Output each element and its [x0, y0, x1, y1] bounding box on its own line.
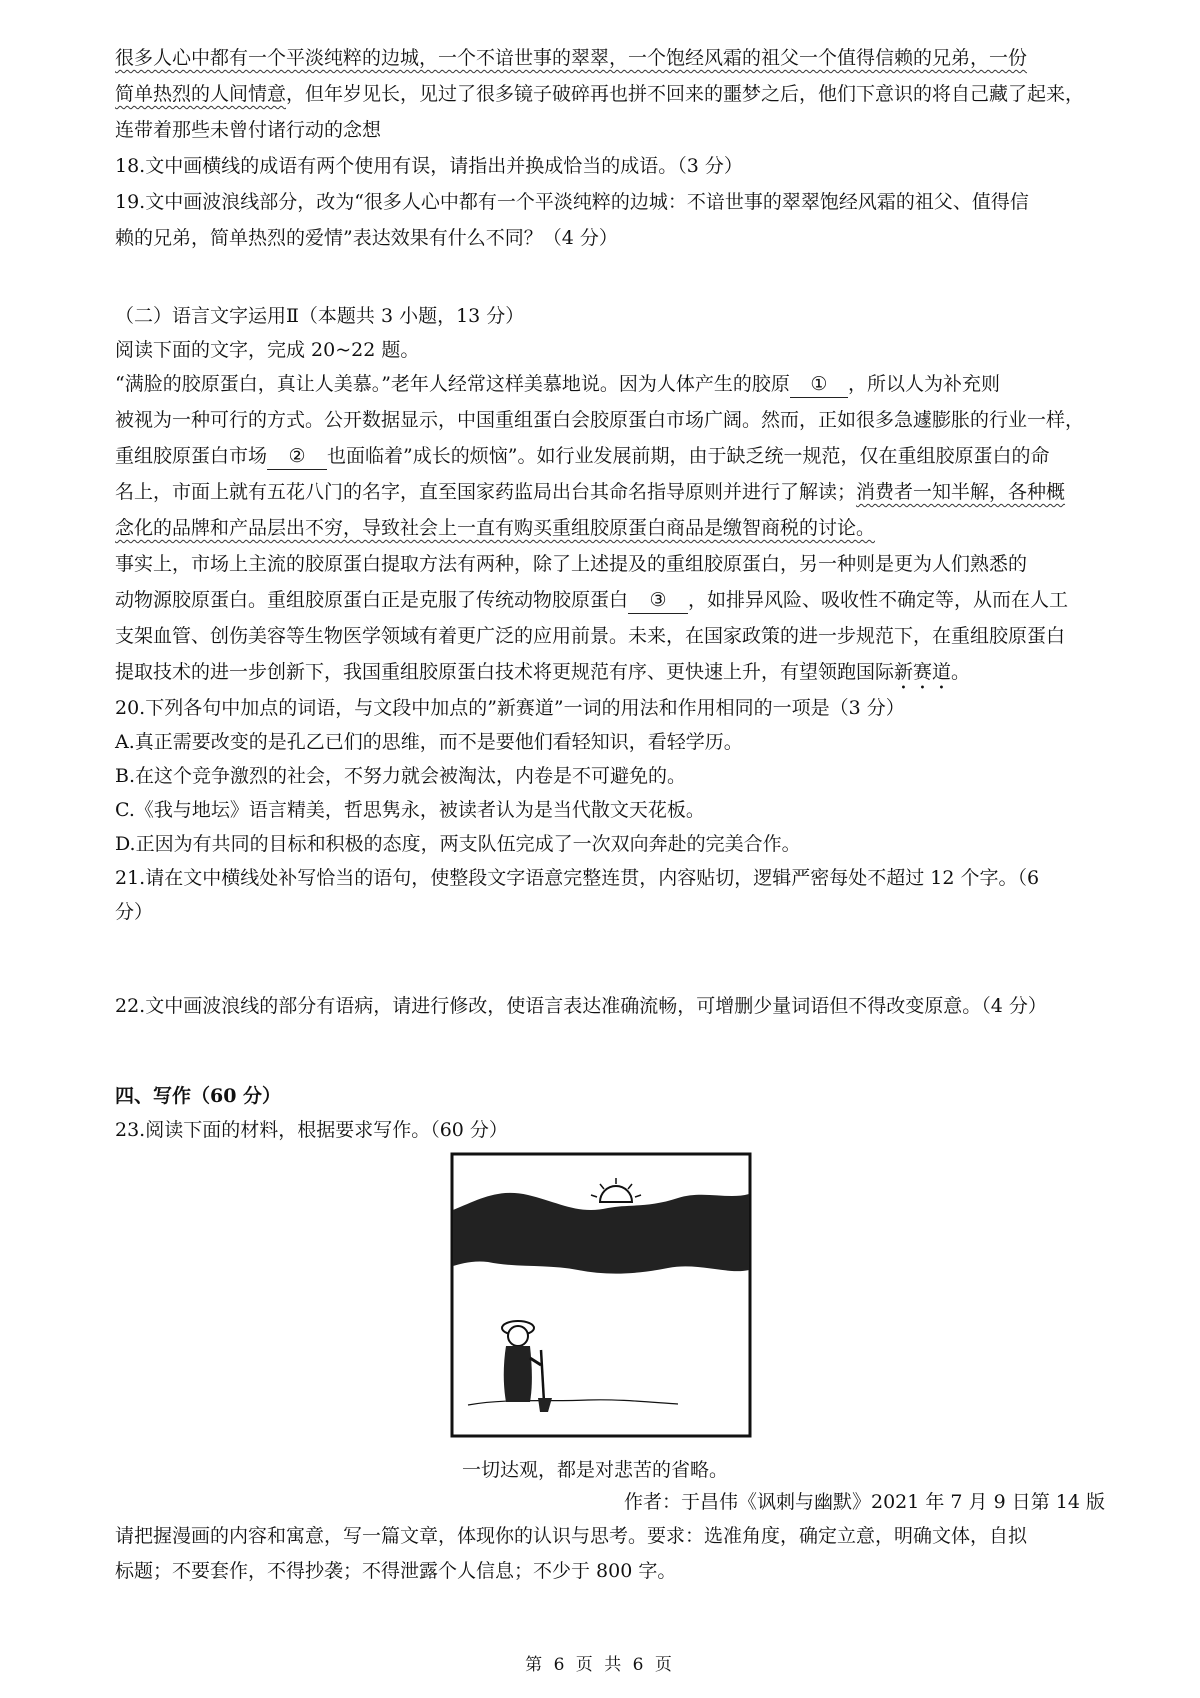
passage2-text: ，所以人为补充则 [847, 373, 1000, 395]
writing-task-line2: 标题；不要套作，不得抄袭；不得泄露个人信息；不少于 800 字。 [115, 1560, 677, 1582]
passage2-text: 名上，市面上就有五花八门的名字，直至国家药监局出台其命名指导原则并进行了解读； [115, 481, 857, 503]
writing-task-line1: 请把握漫画的内容和寓意，写一篇文章，体现你的认识与思考。要求：选准角度，确定立意，明确文体，自拟 [115, 1525, 1028, 1547]
passage2-text: “满脸的胶原蛋白，真让人美慕。”老年人经常这样美慕地说。因为人体产生的胶原 [115, 373, 790, 395]
passage2-text: 提取技术的进一步创新下，我国重组胶原蛋白技术将更规范有序、更快速上升，有望领跑国际 [115, 661, 895, 683]
section2-heading: （二）语言文字运用Ⅱ（本题共 3 小题，13 分） [115, 305, 525, 327]
passage2-text: 重组胶原蛋白市场 [115, 445, 268, 467]
question-22: 22.文中画波浪线的部分有语病，请进行修改，使语言表达准确流畅，可增删少量词语但不得改变原意。（4 分） [115, 995, 1047, 1017]
blank-1: ① [790, 371, 848, 398]
blank-2: ② [267, 443, 327, 470]
passage1-line3: 连带着那些未曾付诸行动的念想 [115, 119, 382, 141]
passage1-line1 [115, 42, 1125, 74]
question-23: 23.阅读下面的材料，根据要求写作。（60 分） [115, 1119, 508, 1141]
question-21-line2: 分） [115, 901, 154, 923]
passage2-text: 。 [951, 661, 971, 683]
section2-instruction: 阅读下面的文字，完成 20~22 题。 [115, 339, 420, 361]
passage1-wavy-text-end: 简单热烈的人间情意 [115, 83, 287, 105]
question-20-stem: 20.下列各句中加点的词语，与文段中加点的”新赛道”一词的用法和作用相同的一项是（3 分） [115, 697, 905, 719]
passage1-line2 [115, 78, 1125, 110]
question-20-option-b: B.在这个竞争激烈的社会，不努力就会被淘汰，内卷是不可避免的。 [115, 765, 687, 787]
passage2-para2-line4 [115, 656, 1125, 694]
passage2-wavy-text-end: 念化的品牌和产品层出不穷，导致社会上一直有购买重组胶原蛋白商品是缴智商税的讨论。 [115, 517, 876, 539]
passage1-wavy-text: 很多人心中都有一个平淡纯粹的边城，一个不谙世事的翠翠，一个饱经风霜的祖父一个值得信赖的兄弟，一份 [115, 47, 1028, 69]
question-20-option-d: D.正因为有共同的目标和积极的态度，两支队伍完成了一次双向奔赴的完美合作。 [115, 833, 801, 855]
blank-3: ③ [628, 587, 688, 614]
passage2-para2-line2 [115, 584, 1125, 616]
passage2-para2-line1: 事实上，市场上主流的胶原蛋白提取方法有两种，除了上述提及的重组胶原蛋白，另一种则是更为人们熟悉的 [115, 553, 1028, 575]
question-21-line1: 21.请在文中横线处补写恰当的语句，使整段文字语意完整连贯，内容贴切，逻辑严密每处不超过 12 个字。（6 [115, 867, 1040, 889]
question-19-line2: 赖的兄弟，简单热烈的爱情”表达效果有什么不同？（4 分） [115, 227, 618, 249]
cartoon-credit: 作者：于昌伟《讽刺与幽默》2021 年 7 月 9 日第 14 版 [624, 1491, 1105, 1513]
page-footer: 第 6 页 共 6 页 [525, 1655, 675, 1675]
question-20-option-a: A.真正需要改变的是孔乙已们的思维，而不是要他们看轻知识，看轻学历。 [115, 731, 743, 753]
cartoon-caption: 一切达观，都是对悲苦的省略。 [462, 1459, 729, 1481]
passage1-text: ，但年岁见长，见过了很多镜子破碎再也拼不回来的噩梦之后，他们下意识的将自己藏了起来， [286, 83, 1085, 105]
question-20-option-c: C.《我与地坛》语言精美，哲思隽永，被读者认为是当代散文天花板。 [115, 799, 705, 821]
passage2-wavy-text: 消费者一知半解，各种概 [856, 481, 1066, 503]
passage2-para2-line3: 支架血管、创伤美容等生物医学领域有着更广泛的应用前景。未来，在国家政策的进一步规范下，在重组胶原蛋白 [115, 625, 1066, 647]
question-19-line1: 19.文中画波浪线部分，改为“很多人心中都有一个平淡纯粹的边城：不谙世事的翠翠饱经风霜的祖父、值得信 [115, 191, 1029, 213]
passage2-line5 [115, 512, 1125, 544]
passage2-text: ，如排异风险、吸收性不确定等，从而在人工 [688, 589, 1069, 611]
section4-heading: 四、写作（60 分） [115, 1085, 282, 1107]
cartoon-image [448, 1150, 754, 1440]
passage2-line2: 被视为一种可行的方式。公开数据显示，中国重组蛋白会胶原蛋白市场广阔。然而，正如很多急遽膨胀的行业一样， [115, 409, 1085, 431]
passage2-text: 动物源胶原蛋白。重组胶原蛋白正是克服了传统动物胶原蛋白 [115, 589, 629, 611]
passage2-line1 [115, 368, 1125, 400]
passage2-line4 [115, 476, 1125, 508]
passage2-text: 也面临着”成长的烦恼”。如行业发展前期，由于缺乏统一规范，仅在重组胶原蛋白的命 [327, 445, 1050, 467]
question-18: 18.文中画横线的成语有两个使用有误，请指出并换成恰当的成语。（3 分） [115, 155, 743, 177]
passage2-line3 [115, 440, 1125, 472]
dotted-keyword: 新赛道 [894, 661, 952, 683]
